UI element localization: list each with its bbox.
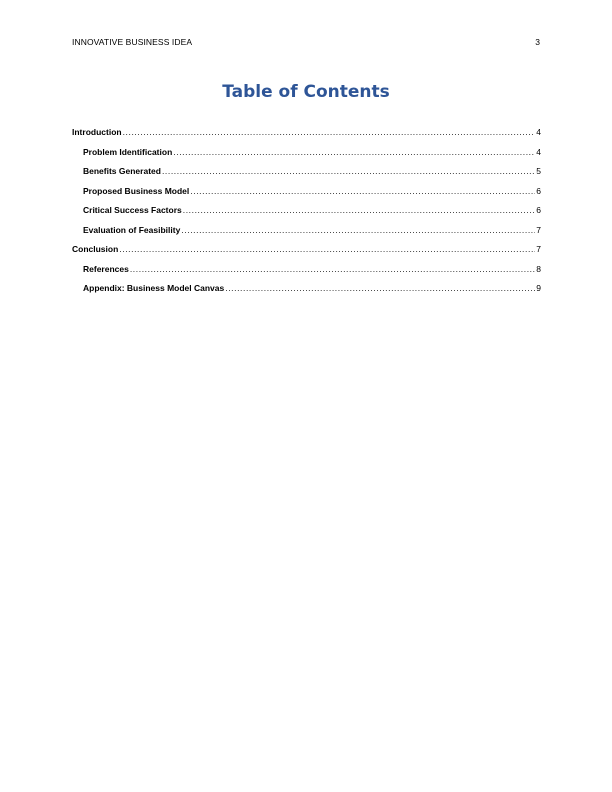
toc-dot-leader	[130, 264, 535, 274]
toc-entry-page: 9	[536, 283, 541, 293]
page-number: 3	[535, 37, 540, 47]
toc-entry-label: Proposed Business Model	[83, 185, 190, 196]
toc-entry-label: Introduction	[72, 127, 122, 137]
toc-title: Table of Contents	[222, 82, 390, 102]
toc-dot-leader	[183, 205, 536, 215]
toc-entry-label: References	[83, 263, 129, 274]
toc-entry-introduction[interactable]	[72, 127, 541, 147]
toc-entry-label: Problem Identification	[83, 146, 173, 157]
toc-entry-page: 8	[536, 263, 541, 274]
toc-entry-page: 6	[536, 185, 541, 196]
toc-entry-appendix-business-model-canvas[interactable]	[72, 283, 541, 303]
toc-entry-evaluation-of-feasibility[interactable]	[72, 225, 541, 245]
toc-entry-page: 5	[536, 166, 541, 176]
toc-entry-critical-success-factors[interactable]	[72, 205, 541, 225]
toc-entry-benefits-generated[interactable]	[72, 166, 541, 186]
toc-entry-page: 4	[536, 127, 541, 137]
toc-dot-leader	[162, 166, 535, 176]
toc-entry-label: Benefits Generated	[83, 166, 161, 176]
toc-entry-references[interactable]	[72, 264, 541, 284]
toc-entry-label: Evaluation of Feasibility	[83, 224, 181, 235]
toc-entry-label: Appendix: Business Model Canvas	[83, 283, 225, 293]
toc-dot-leader	[225, 283, 535, 293]
toc-entry-proposed-business-model[interactable]	[72, 186, 541, 206]
toc-entry-page: 7	[536, 244, 541, 254]
toc-list	[72, 127, 541, 303]
toc-entry-problem-identification[interactable]	[72, 147, 541, 167]
toc-dot-leader	[190, 186, 535, 196]
toc-entry-conclusion[interactable]	[72, 244, 541, 264]
toc-dot-leader	[173, 147, 535, 157]
toc-entry-label: Conclusion	[72, 244, 119, 254]
toc-dot-leader	[123, 127, 536, 137]
toc-dot-leader	[181, 225, 535, 235]
toc-dot-leader	[119, 244, 535, 254]
toc-entry-page: 4	[536, 146, 541, 157]
running-head: INNOVATIVE BUSINESS IDEA	[72, 37, 193, 47]
toc-entry-page: 6	[536, 205, 541, 215]
toc-entry-page: 7	[536, 224, 541, 235]
toc-entry-label: Critical Success Factors	[83, 205, 182, 215]
